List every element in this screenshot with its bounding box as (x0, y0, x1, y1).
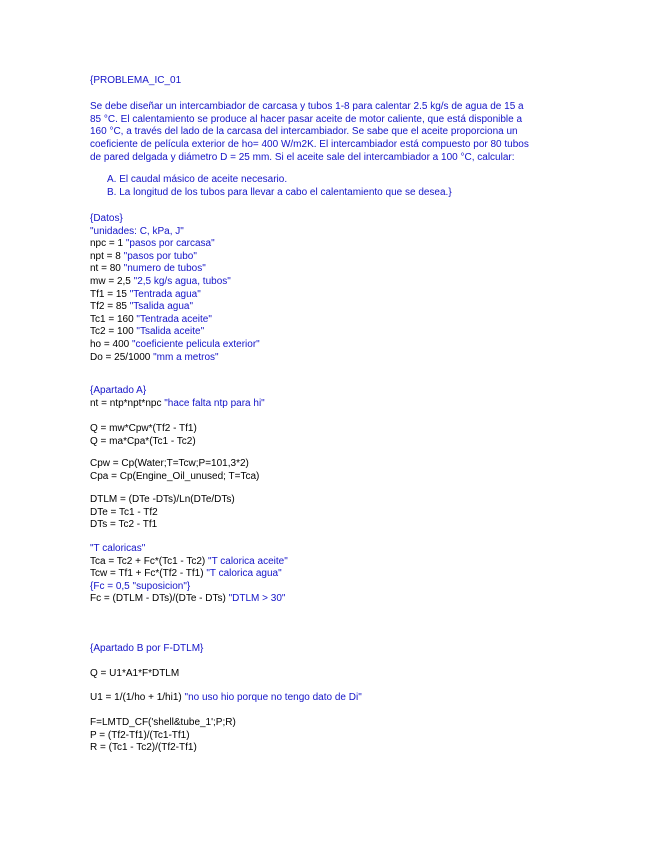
datos-row (90, 314, 570, 327)
f-equations (90, 717, 570, 755)
comment-text: "DTLM > 30" (228, 593, 286, 605)
equation-line: DTs = Tc2 - Tf1 (90, 519, 158, 531)
comment-text: "T calorica agua" (206, 568, 282, 580)
question-item-b: B. La longitud de los tubos para llevar a cabo el calentamiento que se desea.} (107, 186, 452, 198)
fc-line (90, 593, 570, 606)
comment-text: "2,5 kg/s agua, tubos" (133, 275, 231, 287)
comment-text: "hace falta ntp para hi" (164, 397, 265, 409)
code-text: Tc2 = 100 (90, 326, 137, 338)
code-text: npt = 8 (90, 250, 124, 262)
code-text: Tf1 = 15 (90, 288, 130, 300)
statement-line: de pared delgada y diámetro D = 25 mm. Si el aceite sale del intercambiador a 100 °C, calcular: (90, 151, 515, 163)
comment-text: "Tentrada agua" (129, 288, 201, 300)
comment-text: "Tsalida agua" (129, 301, 194, 313)
code-text: Tca = Tc2 + Fc*(Tc1 - Tc2) (90, 555, 209, 567)
problem-title-block (90, 75, 570, 88)
datos-row (90, 326, 570, 339)
question-list (107, 174, 557, 199)
datos-row (90, 352, 570, 365)
comment-text: "no uso hio porque no tengo dato de Di" (184, 692, 362, 703)
comment-text: "coeficiente pelicula exterior" (131, 338, 260, 350)
apartado-a-header: {Apartado A} (90, 385, 147, 396)
statement-line: Se debe diseñar un intercambiador de carcasa y tubos 1-8 para calentar 2.5 kg/s de agua de 15 a (90, 101, 524, 112)
datos-units: "unidades: C, kPa, J" (90, 225, 184, 237)
code-text: npc = 1 (90, 238, 126, 250)
comment-text: "Tentrada aceite" (136, 313, 212, 325)
code-text: U1 = 1/(1/ho + 1/hi1) (90, 692, 185, 703)
comment-text: "T calorica aceite" (208, 555, 288, 567)
equation-line: R = (Tc1 - Tc2)/(Tf2-Tf1) (90, 742, 197, 754)
apartado-b-section (90, 643, 570, 656)
t-caloricas-header: "T caloricas" (90, 543, 146, 554)
statement-line: coeficiente de película exterior de ho= 400 W/m2K. El intercambiador está compuesto por 80 tubos (90, 139, 529, 151)
tca-line (90, 556, 570, 569)
question-item-a: A. El caudal másico de aceite necesario. (107, 174, 288, 185)
equation-line: Q = mw*Cpw*(Tf2 - Tf1) (90, 423, 197, 434)
problem-title: {PROBLEMA_IC_01 (90, 75, 182, 86)
comment-text: "numero de tubos" (123, 263, 206, 275)
datos-row (90, 339, 570, 352)
code-text: Fc = (DTLM - DTs)/(DTe - DTs) (90, 593, 229, 605)
apartado-b-header: {Apartado B por F-DTLM} (90, 643, 204, 654)
equation-line: Q = U1*A1*F*DTLM (90, 668, 180, 679)
code-text: nt = ntp*npt*npc (90, 397, 165, 409)
equation-line: P = (Tf2-Tf1)/(Tc1-Tf1) (90, 729, 190, 741)
comment-text: "pasos por carcasa" (125, 238, 215, 250)
fc-guess-line: {Fc = 0,5 "suposicion"} (90, 580, 191, 592)
datos-section (90, 213, 570, 364)
equation-line: Q = ma*Cpa*(Tc1 - Tc2) (90, 435, 196, 447)
apartado-a-section (90, 385, 570, 410)
dtlm-equations (90, 494, 570, 532)
comment-text: "pasos por tubo" (123, 250, 197, 262)
code-text: nt = 80 (90, 263, 124, 275)
tcw-line (90, 568, 570, 581)
q-equations (90, 423, 570, 448)
u1-line (90, 692, 570, 705)
comment-text: "Tsalida aceite" (136, 326, 205, 338)
problem-statement (90, 101, 570, 165)
datos-header: {Datos} (90, 213, 123, 224)
datos-row (90, 238, 570, 251)
equation-line: DTLM = (DTe -DTs)/Ln(DTe/DTs) (90, 494, 235, 505)
t-caloricas-section (90, 543, 570, 606)
cp-equations (90, 458, 570, 483)
code-text: Tcw = Tf1 + Fc*(Tf2 - Tf1) (90, 568, 207, 580)
statement-line: 160 °C, a través del lado de la carcasa del intercambiador. Se sabe que el aceite proporciona un (90, 126, 518, 138)
equation-line: Cpw = Cp(Water;T=Tcw;P=101,3*2) (90, 458, 249, 469)
datos-row (90, 276, 570, 289)
equation-line: DTe = Tc1 - Tf2 (90, 506, 158, 518)
datos-row (90, 289, 570, 302)
statement-line: 85 °C. El calentamiento se produce al hacer pasar aceite de motor caliente, que está disponible a (90, 113, 523, 125)
code-text: mw = 2,5 (90, 275, 134, 287)
code-text: ho = 400 (90, 338, 132, 350)
datos-row (90, 251, 570, 264)
datos-row (90, 301, 570, 314)
comment-text: "mm a metros" (153, 351, 219, 363)
nt-line (90, 398, 570, 411)
datos-row (90, 263, 570, 276)
q-u1-equation (90, 668, 570, 681)
code-text: Do = 25/1000 (90, 351, 154, 363)
equation-line: Cpa = Cp(Engine_Oil_unused; T=Tca) (90, 470, 260, 482)
code-text: Tc1 = 160 (90, 313, 137, 325)
code-text: Tf2 = 85 (90, 301, 130, 313)
equation-line: F=LMTD_CF('shell&tube_1';P;R) (90, 717, 236, 728)
u1-equation (90, 692, 570, 705)
